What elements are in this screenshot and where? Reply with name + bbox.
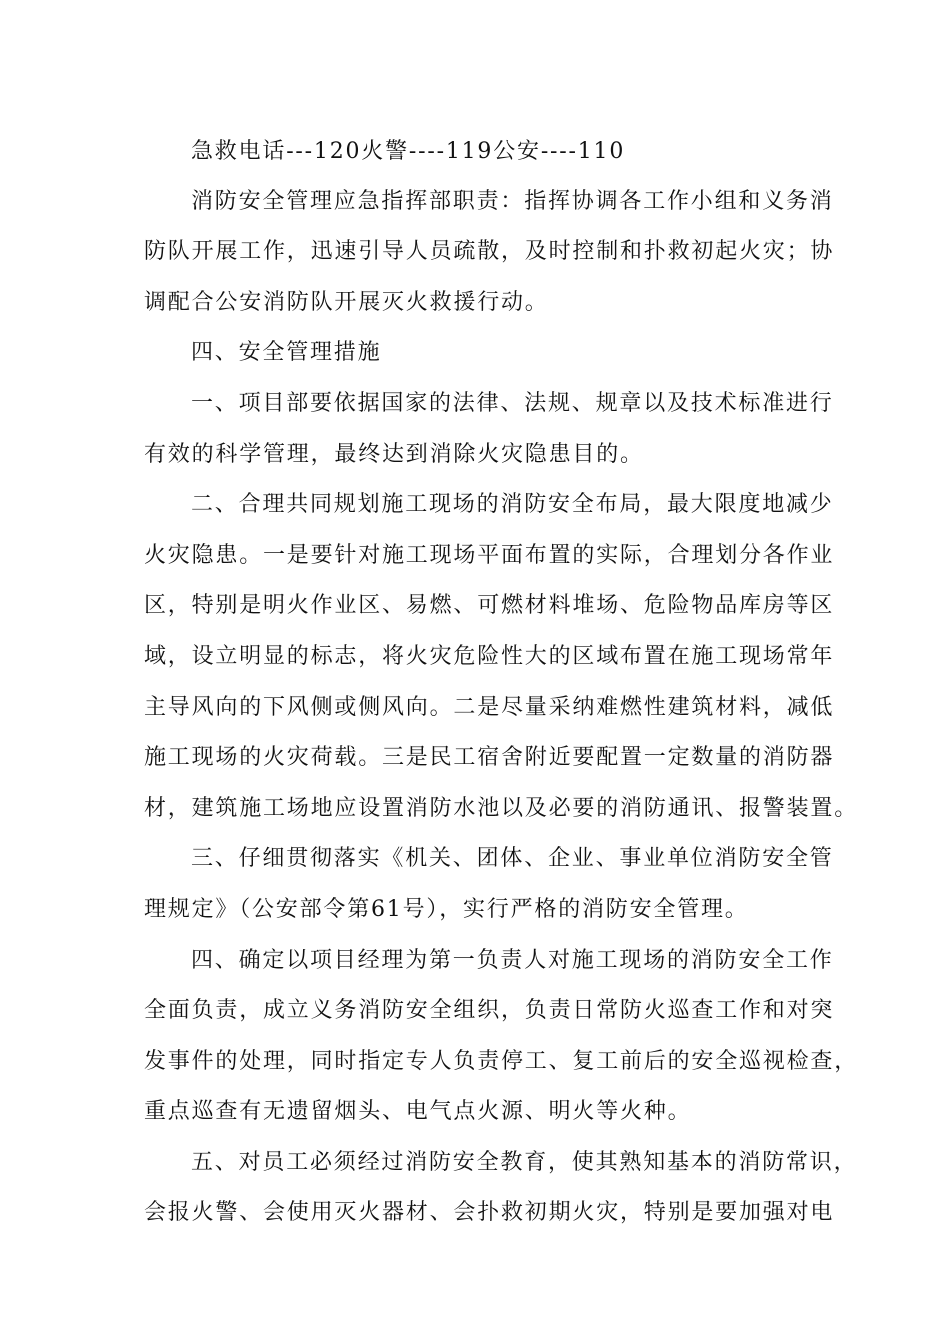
paragraph-line: 消防安全管理应急指挥部职责：指挥协调各工作小组和义务消 xyxy=(191,188,834,214)
paragraph-line: 材，建筑施工场地应设置消防水池以及必要的消防通讯、报警装置。 xyxy=(144,795,859,821)
emergency-phone-line: 急救电话---120火警----119公安----110 xyxy=(191,139,626,164)
paragraph-line: 有效的科学管理，最终达到消除火灾隐患目的。 xyxy=(144,441,644,467)
paragraph-line: 域，设立明显的标志，将火灾危险性大的区域布置在施工现场常年 xyxy=(144,643,835,669)
paragraph-line: 理规定》（公安部令第61号），实行严格的消防安全管理。 xyxy=(144,896,749,922)
paragraph-line: 会报火警、会使用灭火器材、会扑救初期火灾，特别是要加强对电 xyxy=(144,1200,835,1226)
paragraph-line: 施工现场的火灾荷载。三是民工宿舍附近要配置一定数量的消防器 xyxy=(144,745,835,771)
paragraph-line: 区，特别是明火作业区、易燃、可燃材料堆场、危险物品库房等区 xyxy=(144,593,835,619)
paragraph-line: 火灾隐患。一是要针对施工现场平面布置的实际，合理划分各作业 xyxy=(144,542,835,568)
paragraph-line: 四、确定以项目经理为第一负责人对施工现场的消防安全工作 xyxy=(191,947,834,973)
paragraph-line: 五、对员工必须经过消防安全教育，使其熟知基本的消防常识， xyxy=(191,1149,858,1175)
paragraph-line: 全面负责，成立义务消防安全组织，负责日常防火巡查工作和对突 xyxy=(144,998,835,1024)
paragraph-line: 发事件的处理，同时指定专人负责停工、复工前后的安全巡视检查， xyxy=(144,1048,859,1074)
section-heading: 四、安全管理措施 xyxy=(191,340,382,366)
paragraph-line: 重点巡查有无遗留烟头、电气点火源、明火等火种。 xyxy=(144,1099,692,1125)
paragraph-line: 三、仔细贯彻落实《机关、团体、企业、事业单位消防安全管 xyxy=(191,846,834,872)
paragraph-line: 主导风向的下风侧或侧风向。二是尽量采纳难燃性建筑材料，减低 xyxy=(144,694,835,720)
paragraph-line: 调配合公安消防队开展灭火救援行动。 xyxy=(144,289,549,315)
paragraph-line: 一、项目部要依据国家的法律、法规、规章以及技术标准进行 xyxy=(191,390,834,416)
paragraph-line: 二、合理共同规划施工现场的消防安全布局，最大限度地减少 xyxy=(191,492,834,518)
document-body xyxy=(144,126,859,1239)
paragraph-line: 防队开展工作，迅速引导人员疏散，及时控制和扑救初起火灾；协 xyxy=(144,239,835,265)
